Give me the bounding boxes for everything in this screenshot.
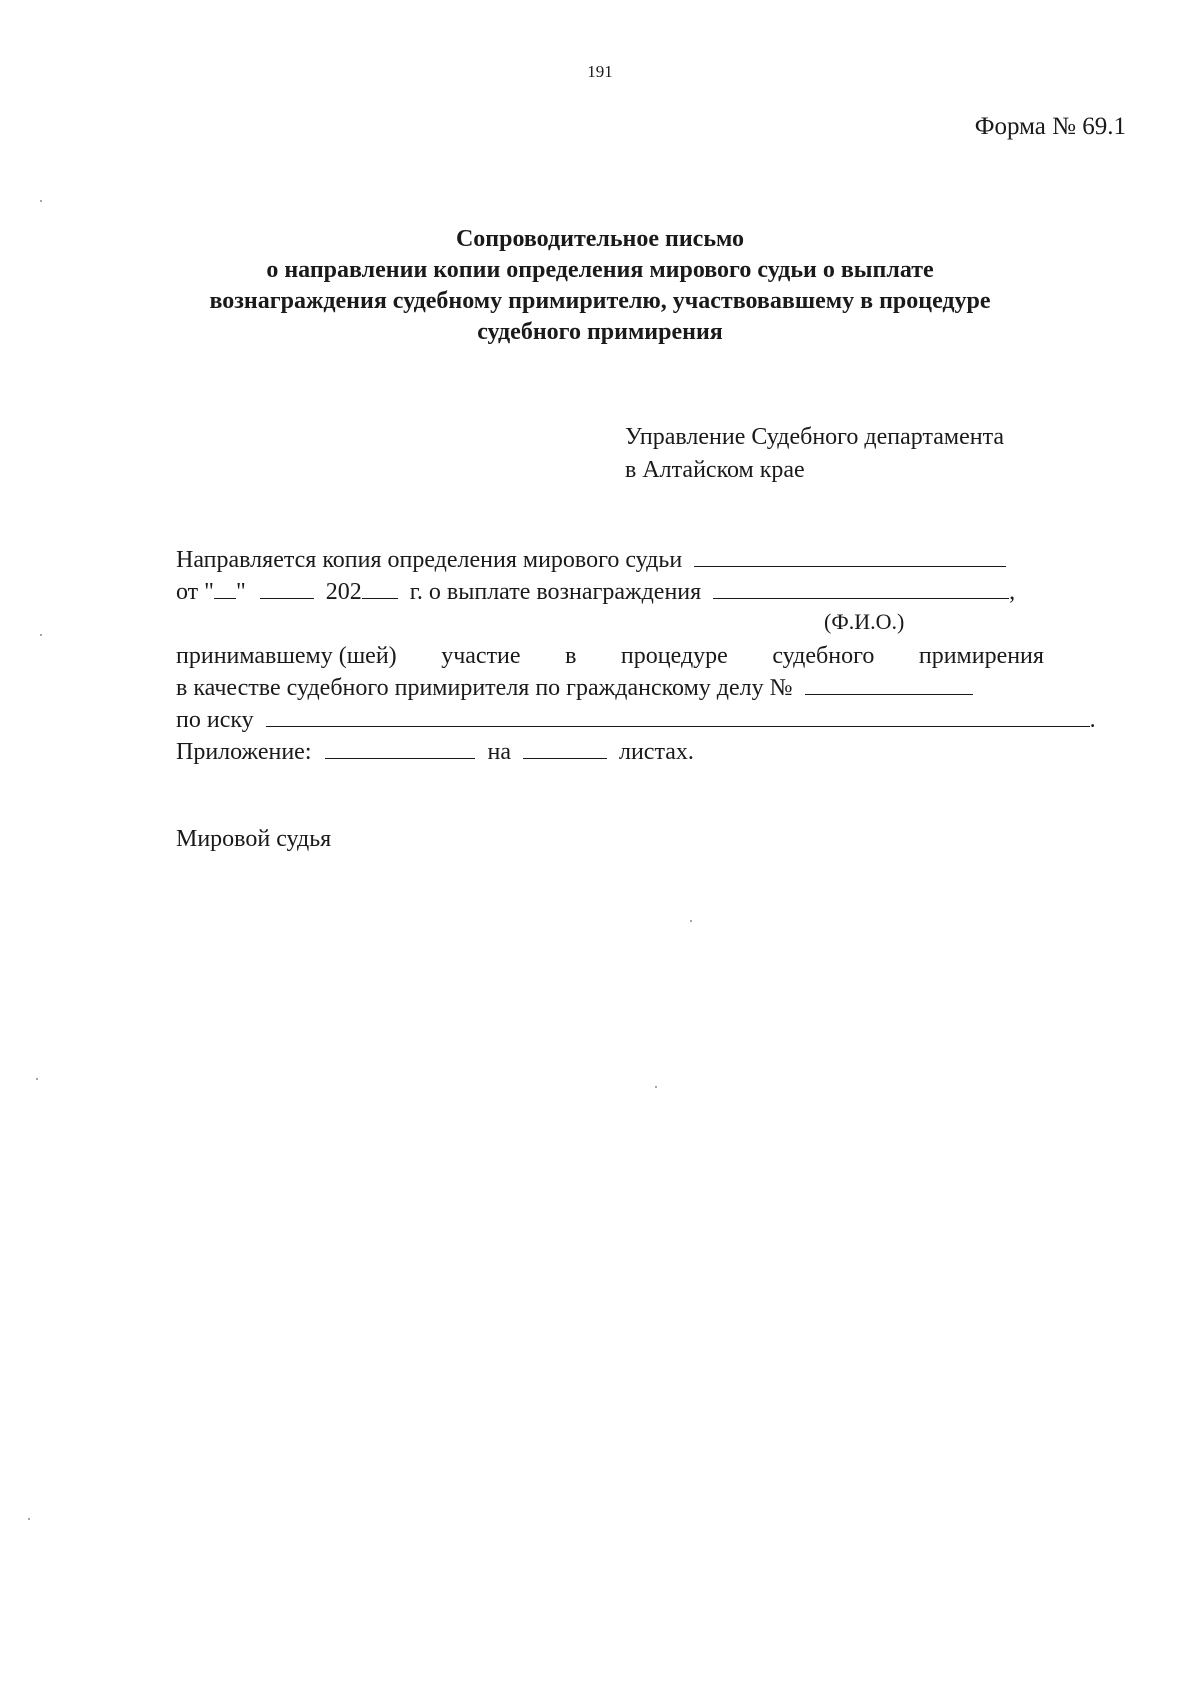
line4-text: в качестве судебного примирителя по гражданскому делу № xyxy=(176,675,793,701)
body-line-1 xyxy=(176,545,1006,575)
case-number-blank xyxy=(805,674,973,695)
body-line-3 xyxy=(176,641,1044,671)
line3-word: процедуре xyxy=(620,643,728,669)
fio-blank xyxy=(713,578,1009,599)
line2-comma: , xyxy=(1009,579,1016,605)
attachment-on: на xyxy=(487,739,511,765)
line2-quote-close: " xyxy=(235,579,246,605)
line5-period: . xyxy=(1089,707,1096,733)
month-blank xyxy=(260,578,314,599)
scan-speck xyxy=(690,920,692,922)
line2-text: г. о выплате вознаграждения xyxy=(409,579,702,605)
title-line: Сопроводительное письмо xyxy=(455,226,745,252)
page-number: 191 xyxy=(587,62,613,81)
scan-speck xyxy=(36,1078,38,1080)
title-line: судебного примирения xyxy=(477,319,723,345)
attachment-sheets: листах. xyxy=(618,739,694,765)
recipient-block xyxy=(625,421,1004,487)
line3-word: в xyxy=(565,643,577,669)
fio-hint: (Ф.И.О.) xyxy=(824,609,905,634)
title-line: вознаграждения судебному примирителю, участвовавшему в процедуре xyxy=(209,288,991,314)
scan-speck xyxy=(40,200,42,202)
body-line-2 xyxy=(176,577,1015,607)
body-line-5 xyxy=(176,705,1096,735)
recipient-line: в Алтайском крае xyxy=(625,457,805,483)
title-line: о направлении копии определения мирового судьи о выплате xyxy=(266,257,934,283)
body-line-4 xyxy=(176,673,973,703)
form-number: Форма № 69.1 xyxy=(974,113,1126,140)
line3-word: примирения xyxy=(918,643,1044,669)
year-blank xyxy=(362,578,398,599)
scan-speck xyxy=(28,1518,30,1520)
sheets-blank xyxy=(523,738,607,759)
scan-speck xyxy=(40,634,42,636)
line2-prefix: от " xyxy=(176,579,214,605)
recipient-line: Управление Судебного департамента xyxy=(625,424,1005,450)
line2-year: 202 xyxy=(325,579,362,605)
line3-word: судебного xyxy=(772,643,875,669)
claim-blank xyxy=(266,706,1090,727)
line3-word: принимавшему (шей) xyxy=(176,643,397,669)
attachment-blank xyxy=(325,738,475,759)
line1-text: Направляется копия определения мирового судьи xyxy=(176,547,683,573)
judge-name-blank xyxy=(694,546,1006,567)
document-title xyxy=(150,224,1050,348)
day-blank xyxy=(214,578,236,599)
line3-word: участие xyxy=(441,643,521,669)
line5-text: по иску xyxy=(176,707,254,733)
body-line-6 xyxy=(176,737,694,767)
attachment-label: Приложение: xyxy=(176,739,312,765)
signature-label: Мировой судья xyxy=(176,826,332,852)
scan-speck xyxy=(655,1086,657,1088)
